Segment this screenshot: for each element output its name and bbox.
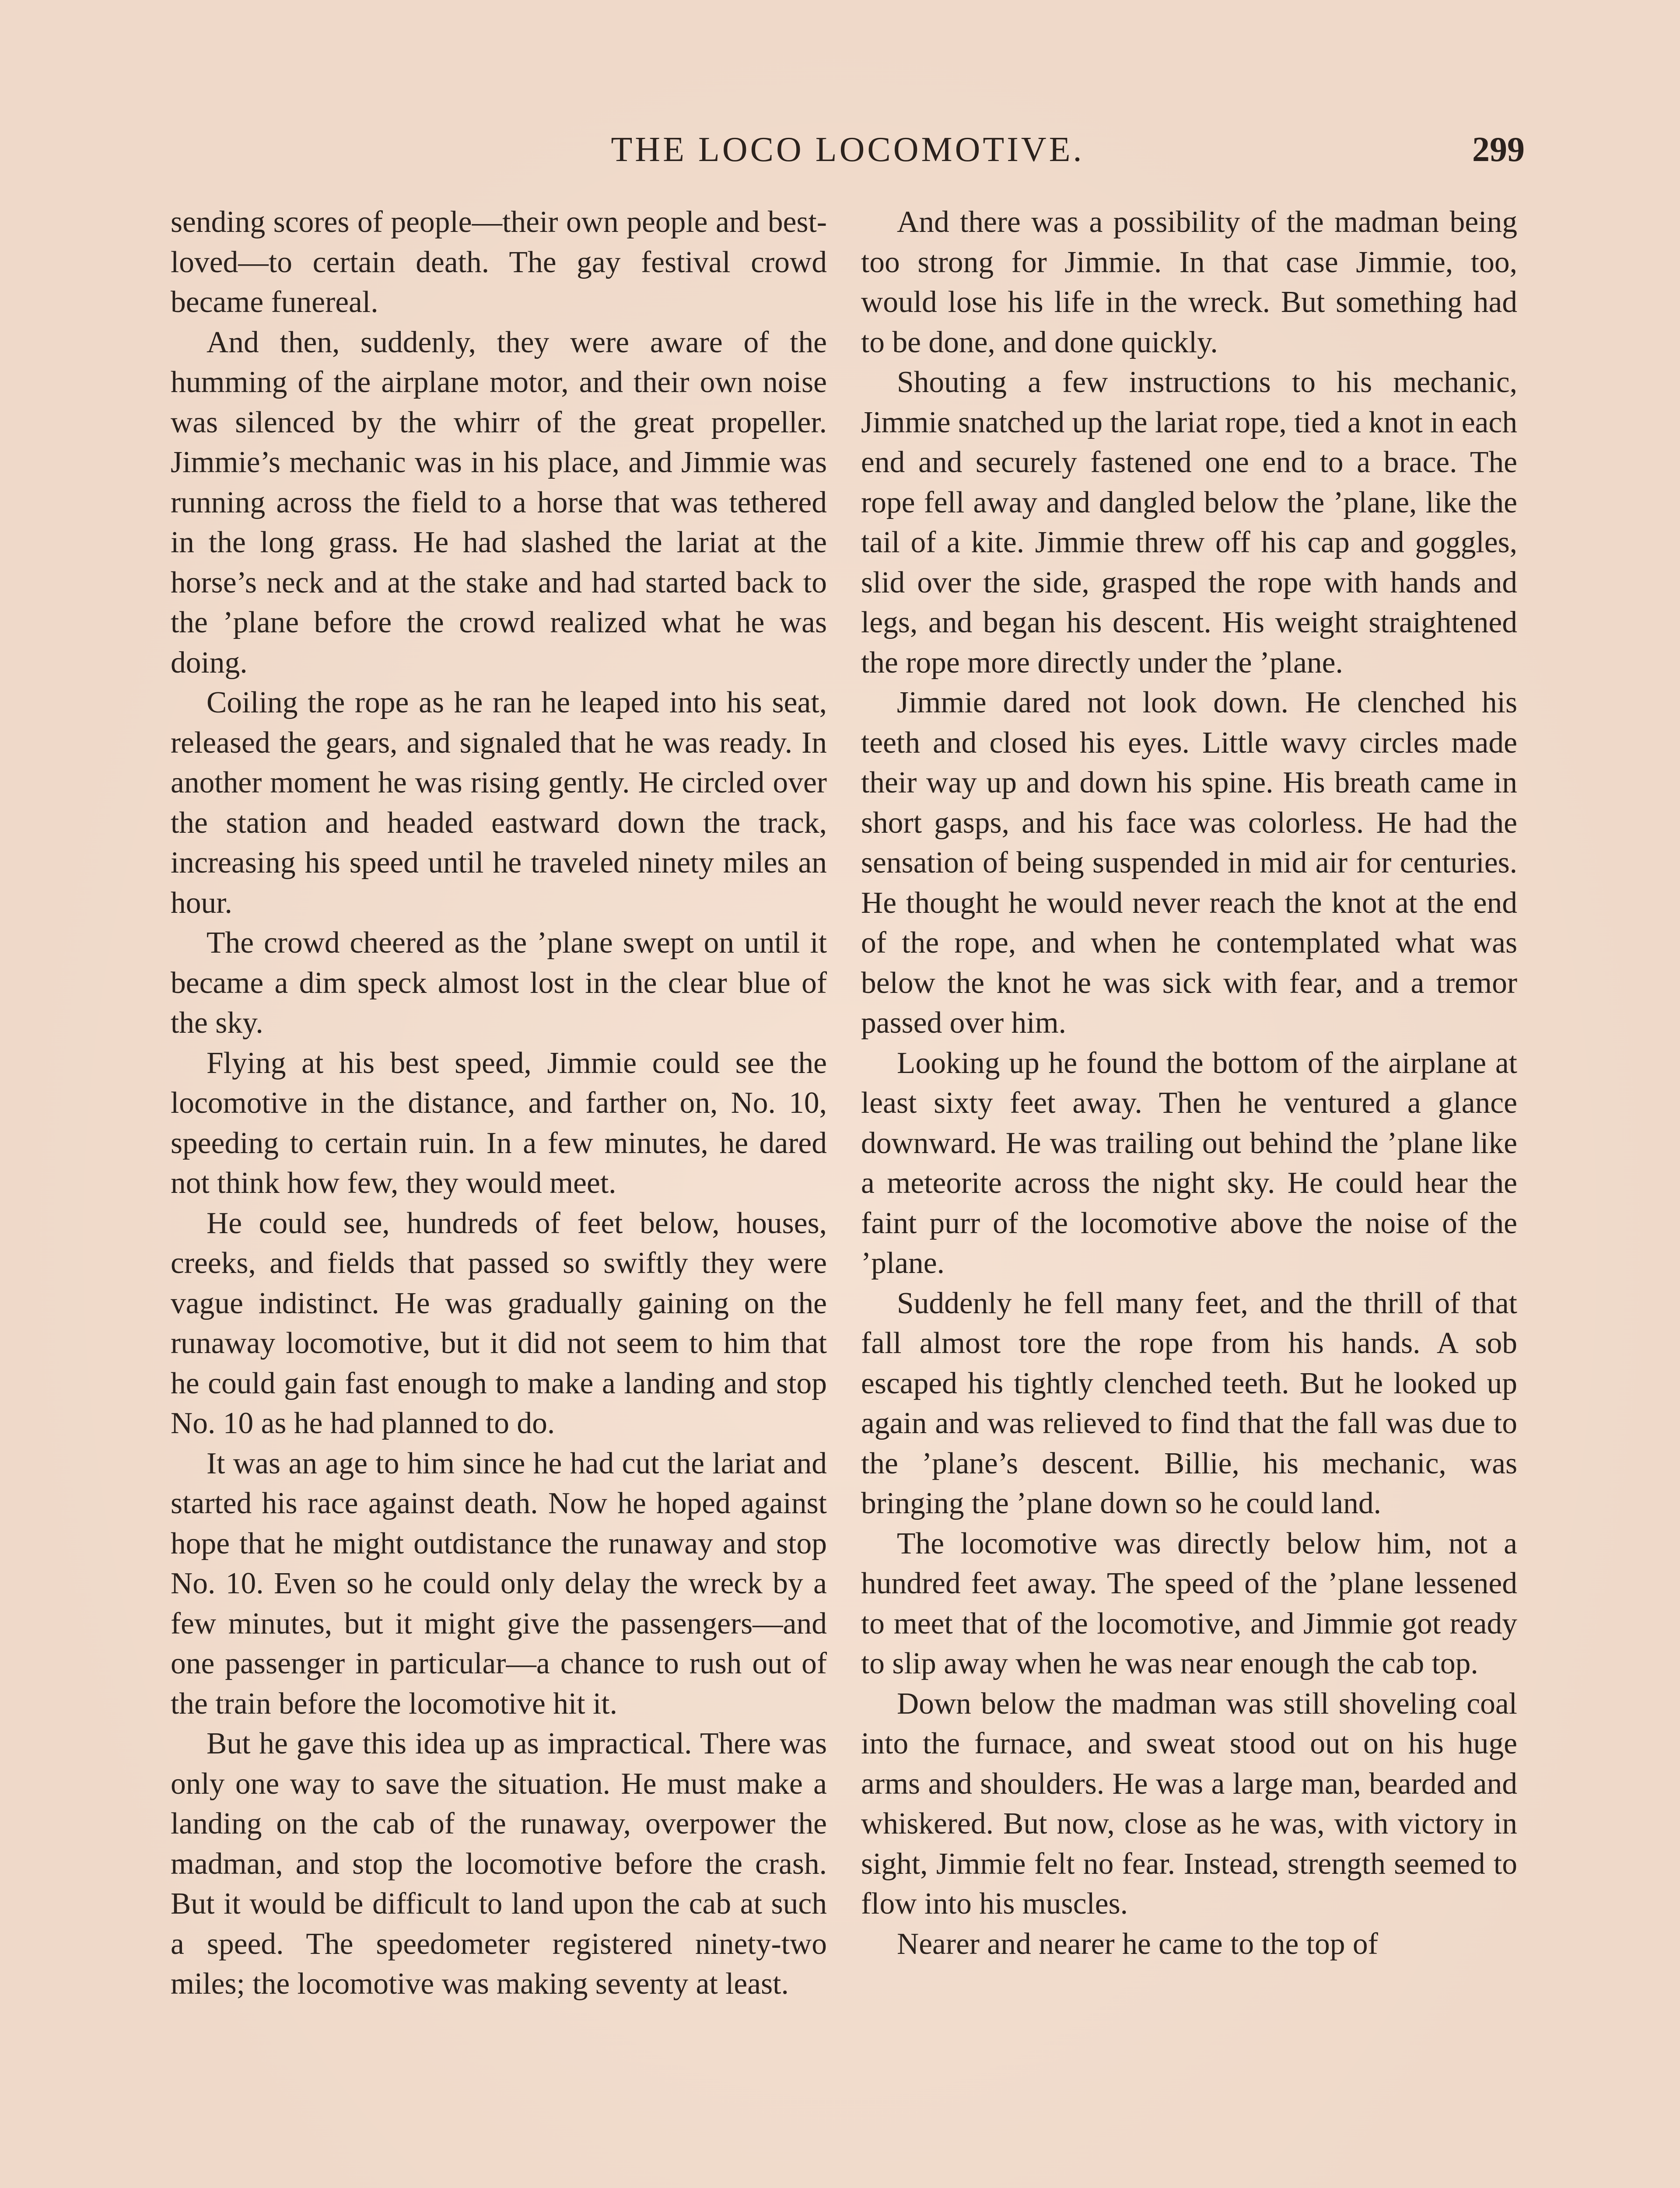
paragraph: Nearer and nearer he came to the top of [897,1927,1378,1961]
paragraph: Suddenly he fell many feet, and the thrill of that fall almost tore the rope from his hands. A sob escaped his tightly clenched teeth. But he looked up again and was relieved to find that the fall was due to the ’plane’s descent. Billie, his mechanic, was bringing the ’plane down so he could land. [861,1286,1517,1520]
paragraph: Coiling the rope as he ran he leaped into his seat, released the gears, and signaled that he was ready. In another moment he was rising gently. He circled over the station and headed eastward down the track, increasing his speed until he traveled ninety miles an hour. [171,686,827,920]
paragraph: Shouting a few instructions to his mechanic, Jimmie snatched up the lariat rope, tied a knot in each end and securely fastened one end to a brace. The rope fell away and dangled below the ’plane, like the tail of a kite. Jimmie threw off his cap and goggles, slid over the side, grasped the rope with hands and legs, and began his descent. His weight straightened the rope more directly under the ’plane. [861,365,1517,680]
paragraph: And there was a possibility of the madman being too strong for Jimmie. In that case Jimmie, too, would lose his life in the wreck. But something had to be done, and done quickly. [861,205,1517,359]
paragraph: It was an age to him since he had cut the lariat and started his race against death. Now he hoped against hope that he might outdistance the runaway and stop No. 10. Even so he could only delay the wreck by a few minutes, but it might give the passengers—and one passenger in particular—a chance to rush out of the train before the locomotive hit it. [171,1446,827,1721]
paragraph: The locomotive was directly below him, not a hundred feet away. The speed of the ’plane lessened to meet that of the locomotive, and Jimmie got ready to slip away when he was near enough the cab top. [861,1526,1517,1680]
paragraph: Looking up he found the bottom of the airplane at least sixty feet away. Then he ventured a glance downward. He was trailing out behind the ’plane like a meteorite across the night sky. He could hear the faint purr of the locomotive above the noise of the ’plane. [861,1046,1517,1280]
paragraph: The crowd cheered as the ’plane swept on until it became a dim speck almost lost in the clear blue of the sky. [171,926,827,1040]
page-number: 299 [1472,130,1525,169]
running-title: THE LOCO LOCOMOTIVE. [611,130,1085,169]
left-column [171,202,827,2004]
paragraph: And then, suddenly, they were aware of the humming of the airplane motor, and their own noise was silenced by the whirr of the great propeller. Jimmie’s mechanic was in his place, and Jimmie was running across the field to a horse that was tethered in the long grass. He had slashed the lariat at the horse’s neck and at the stake and had started back to the ’plane before the crowd realized what he was doing. [171,325,827,680]
paragraph: But he gave this idea up as impractical. There was only one way to save the situation. He must make a landing on the cab of the runaway, overpower the madman, and stop the locomotive before the crash. But it would be difficult to land upon the cab at such a speed. The speedometer registered ninety-two miles; the locomotive was making seventy at least. [171,1727,827,2001]
running-head [171,123,1525,176]
right-column [861,202,1517,1964]
paragraph: Down below the madman was still shoveling coal into the furnace, and sweat stood out on his huge arms and shoulders. He was a large man, bearded and whiskered. But now, close as he was, with victory in sight, Jimmie felt no fear. Instead, strength seemed to flow into his muscles. [861,1687,1517,1921]
paragraph: sending scores of people—their own people and best-loved—to certain death. The gay festival crowd became funereal. [171,205,827,319]
paragraph: He could see, hundreds of feet below, houses, creeks, and fields that passed so swiftly they were vague indistinct. He was gradually gaining on the runaway locomotive, but it did not seem to him that he could gain fast enough to make a landing and stop No. 10 as he had planned to do. [171,1206,827,1440]
paragraph: Flying at his best speed, Jimmie could see the locomotive in the distance, and farther on, No. 10, speeding to certain ruin. In a few minutes, he dared not think how few, they would meet. [171,1046,827,1200]
paragraph: Jimmie dared not look down. He clenched his teeth and closed his eyes. Little wavy circles made their way up and down his spine. His breath came in short gasps, and his face was colorless. He had the sensation of being suspended in mid air for centuries. He thought he would never reach the knot at the end of the rope, and when he contemplated what was below the knot he was sick with fear, and a tremor passed over him. [861,686,1517,1040]
